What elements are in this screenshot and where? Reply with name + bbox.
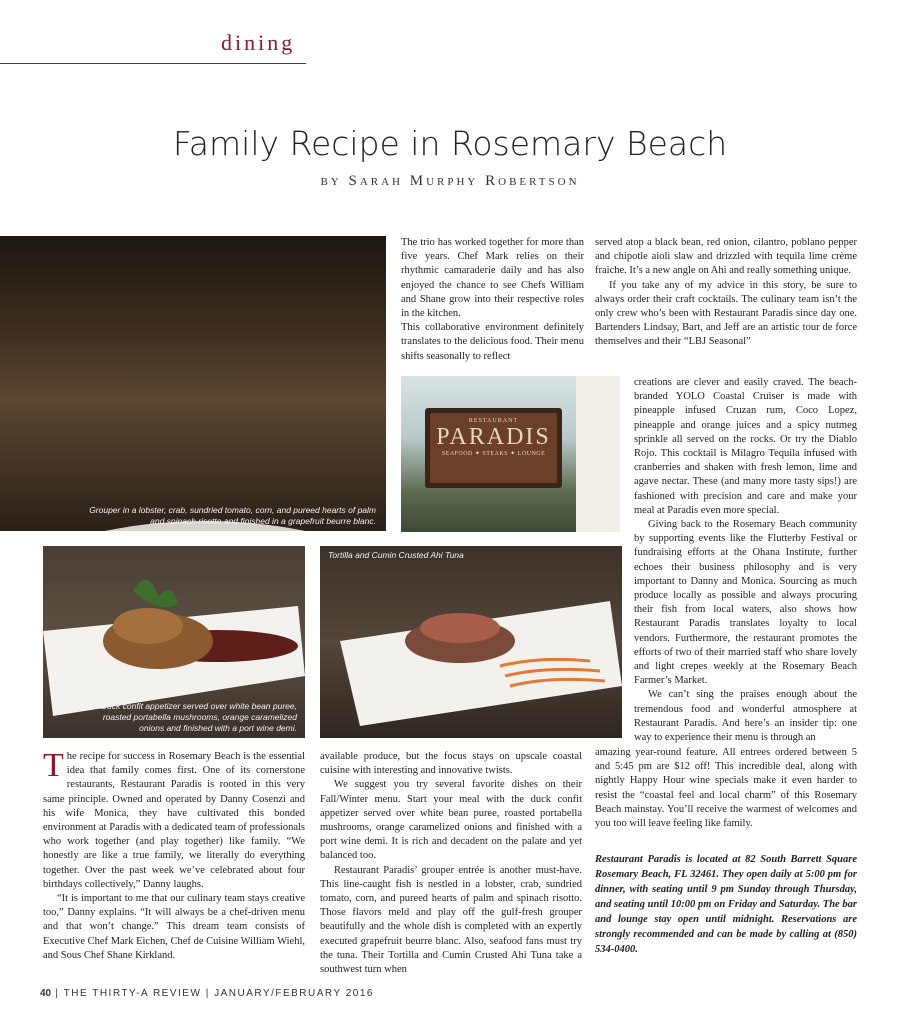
article-title: Family Recipe in Rosemary Beach (172, 124, 728, 163)
article-column-3-bottom (595, 746, 857, 831)
article-paragraph: The recipe for success in Rosemary Beach is the essential idea that family comes first. One of its cornerstone restaurants, Restaurant Paradis is rooted in this very same principle. Owned and operated by Danny Cosenzi and his wife Monica, they have cultivated this bonded environment at Paradis with a dedicated team of professionals who work together (and play together) like family. “We honestly are like a true family, we literally do everything together. Over the past week we’ve celebrated about four birthdays collectively,” Danny laughs. (43, 747, 305, 890)
article-paragraph: The trio has worked together for more than five years. Chef Mark relies on their rhythmic camaraderie daily and has also enjoyed the chance to see Chefs William and Shane grow into their respective roles in the kitchen. (401, 237, 584, 320)
tuna-dish-illustration (320, 546, 622, 738)
publication-name: THE THIRTY-A REVIEW (63, 988, 202, 999)
tuna-caption: Tortilla and Cumin Crusted Ahi Tuna (328, 550, 464, 560)
page-number: 40 (40, 988, 52, 999)
article-column-2-top (401, 236, 584, 364)
article-paragraph: available produce, but the focus stays on upscale coastal cuisine with interesting and innovative twists. (320, 751, 582, 777)
article-paragraph: amazing year-round feature. All entrees ordered between 5 and 5:45 pm are $12 off! This incredible deal, along with nightly Happy Hour wine specials make it even harder to resist the “coastal feel and local charm” of this Rosemary Beach mainstay. You’ll receive the warmest of welcomes and you too will leave feeling like family. (595, 747, 857, 830)
article-column-2-bottom (320, 750, 582, 977)
article-paragraph: Restaurant Paradis’ grouper entrée is another must-have. This line-caught fish is nestled in a lobster, crab, sundried tomato, corn, and pureed hearts of palm and spinach risotto. Those flavors meld and play off the gulf-fresh grouper beautifully and the whole dish is completed with an expertly executed grapefruit beurre blanc. Also, seafood fans must try the tuna. Their Tortilla and Cumin Crusted Ahi Tuna take a southwest turn when (320, 864, 582, 976)
article-paragraph: served atop a black bean, red onion, cilantro, poblano pepper and chipotle aioli slaw and drizzled with tequila lime crème fraiche. It’s a new angle on Ahi and really something unique. (595, 237, 857, 277)
article-column-1 (43, 747, 305, 963)
duck-caption: Duck confit appetizer served over white bean puree, roasted portabella mushrooms, orange caramelized onions and finished with a port wine demi. (100, 701, 297, 733)
section-rule (0, 63, 306, 64)
article-paragraph: We suggest you try several favorite dishes on their Fall/Winter menu. Start your meal with the duck confit appetizer served over white bean puree, roasted portabella mushrooms, orange caramelized onions and finished with a port wine demi. It is rich and decadent on the palate and yet balanced too. (320, 779, 582, 862)
article-paragraph: If you take any of my advice in this story, be sure to always order their craft cocktails. The culinary team isn’t the only crew who’s been with Restaurant Paradis since day one. Bartenders Lindsay, Bart, and Jeff are an artistic tour de force themselves and their “LBJ Seasonal” (595, 279, 857, 348)
footer-separator: | (55, 988, 64, 999)
article-paragraph: “It is important to me that our culinary team stays creative too,” Danny explains. “It will always be a chef-driven menu and that won’t change.” This dream team consists of Executive Chef Mark Eichen, Chef de Cuisine William Wiehl, and Sous Chef Shane Kirkland. (43, 893, 305, 961)
restaurant-sign-photo (401, 376, 620, 532)
article-paragraph: This collaborative environment definitely translates to the delicious food. Their menu shifts seasonally to reflect (401, 322, 584, 362)
article-paragraph: Giving back to the Rosemary Beach community by supporting events like the Flutterby Festival or fundraising efforts at the Ohana Institute, further echoes their business philosophy and is very important to Danny and Monica. Sourcing as much produce locally as possible and always procuring their fish from local waters, also shows how Restaurant Paradis translates loyalty to local vendors. Furthermore, the restaurant promotes the efforts of two of their married staff who share lovely and light crepes weekly at the Rosemary Beach Farmer’s Market. (634, 519, 857, 687)
byline: by Sarah Murphy Robertson (320, 173, 580, 189)
page-footer (40, 988, 374, 999)
article-paragraph: We can’t sing the praises enough about the tremendous food and wonderful atmosphere at Restaurant Paradis. And here’s an insider tip: one way to experience their menu is through an (634, 689, 857, 744)
grouper-dish-illustration (0, 236, 386, 531)
duck-photo (43, 546, 305, 738)
footer-separator: | (205, 988, 215, 999)
sign-text: RESTAURANT PARADIS SEAFOOD ✦ STEAKS ✦ LOUNGE (436, 418, 551, 457)
grouper-photo (0, 236, 386, 531)
article-column-3-top (595, 236, 857, 350)
section-label: dining (221, 30, 296, 55)
issue-date: JANUARY/FEBRUARY 2016 (214, 988, 374, 999)
article-column-3-narrow (634, 376, 857, 745)
restaurant-info: Restaurant Paradis is located at 82 South Barrett Square Rosemary Beach, FL 32461. They open daily at 5:00 pm for dinner, with seating until 9 pm Sunday through Thursday, and seating until 10:00 pm on Friday and Saturday. The bar and lounge stay open until midnight. Reservations are strongly recommended and can be made by calling at (850) 534-0400. (595, 854, 857, 955)
tuna-photo (320, 546, 622, 738)
grouper-caption: Grouper in a lobster, crab, sundried tomato, corn, and pureed hearts of palm and spinach risotto and finished in a grapefruit beurre blanc. (89, 505, 376, 526)
drop-cap: T (43, 747, 64, 784)
article-paragraph: creations are clever and easily craved. The beach-branded YOLO Coastal Cruiser is made with pineapple infused Cruzan rum, Coco Lopez, pineapple and orange juices and a spicy nutmeg sprinkle all served on the rocks. Or try the Diablo Rojo. This cocktail is Milagro Tequila infused with cranberries and shaken with fresh lemon, lime and agave nectar. These (and many more tasty sips!) are fashioned with precision and care and make your meal at Paradis even more special. (634, 377, 857, 516)
